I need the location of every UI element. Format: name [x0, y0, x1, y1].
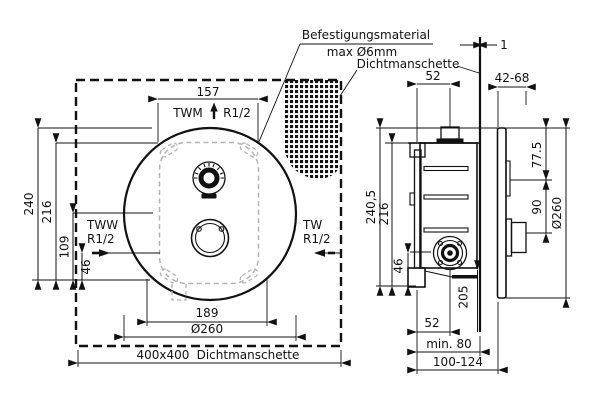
fastening-slot-bottom-left — [159, 267, 179, 284]
dim-diameter-260: Ø260 — [190, 322, 224, 336]
body-rib — [424, 195, 468, 199]
escutcheon-circle — [124, 128, 296, 300]
knob-base-side — [506, 219, 512, 256]
thermostat-stop-tab — [202, 194, 217, 199]
tw-flow-arrow-icon — [314, 249, 341, 257]
thermostat-spindle — [193, 162, 225, 199]
concealed-body — [408, 127, 480, 287]
port-tw-label: TW — [303, 218, 323, 232]
dim-sleeve-thickness: 1 — [500, 38, 508, 52]
callout-fastening-max: max Ø6mm — [326, 45, 398, 59]
body-foot-bottom — [408, 268, 425, 287]
dim-sleeve-size: 400x400 — [136, 348, 190, 362]
dim-90: 90 — [530, 199, 544, 215]
dim-109: 109 — [57, 235, 72, 259]
body-bottom-seal — [452, 275, 477, 279]
dim-46-side: 46 — [391, 258, 406, 274]
side-valve-port — [434, 237, 467, 270]
volume-knob-side — [512, 223, 527, 253]
dim-216: 216 — [40, 200, 54, 224]
port-twm-thread: R1/2 — [223, 106, 251, 120]
volume-spindle — [192, 220, 229, 257]
dim-205: 205 — [456, 285, 471, 309]
body-rib — [424, 228, 468, 232]
dim-189: 189 — [195, 306, 219, 320]
dim-diameter-260-side: Ø260 — [550, 196, 564, 230]
dim-42-68: 42-68 — [494, 71, 530, 85]
leader-sleeve-side — [457, 66, 479, 73]
dim-sleeve-name: Dichtmanschette — [196, 348, 300, 362]
side-view — [364, 37, 570, 374]
dim-216-side: 216 — [377, 202, 391, 226]
front-view — [22, 80, 341, 367]
port-tww-thread: R1/2 — [87, 232, 115, 246]
escutcheon-plate-side — [498, 128, 507, 298]
top-port-flange — [437, 139, 464, 144]
twm-up-arrow-icon — [210, 103, 217, 120]
port-twm-label: TWM — [173, 106, 203, 120]
body-rib — [424, 167, 468, 171]
leader-sleeve-front — [340, 70, 357, 96]
dim-240: 240 — [22, 192, 36, 216]
tww-flow-arrow-icon — [92, 249, 160, 257]
port-tww-label: TWW — [87, 218, 119, 232]
fastening-material-patch — [284, 80, 340, 179]
callout-fastening-material: Befestigungsmaterial — [301, 28, 431, 42]
dim-min-80: min. 80 — [426, 337, 472, 351]
dim-100-124: 100-124 — [432, 355, 484, 369]
dim-77-5: 77.5 — [530, 141, 544, 169]
dim-52-bottom: 52 — [424, 316, 440, 330]
port-tw-thread: R1/2 — [303, 232, 331, 246]
top-port — [441, 127, 459, 139]
dim-240-5: 240,5 — [364, 189, 378, 225]
dim-157: 157 — [196, 85, 220, 99]
dim-52-top: 52 — [425, 69, 441, 83]
dim-46: 46 — [79, 259, 93, 275]
callout-sealing-sleeve: Dichtmanschette — [356, 57, 460, 71]
body-clip-nub — [410, 193, 415, 205]
